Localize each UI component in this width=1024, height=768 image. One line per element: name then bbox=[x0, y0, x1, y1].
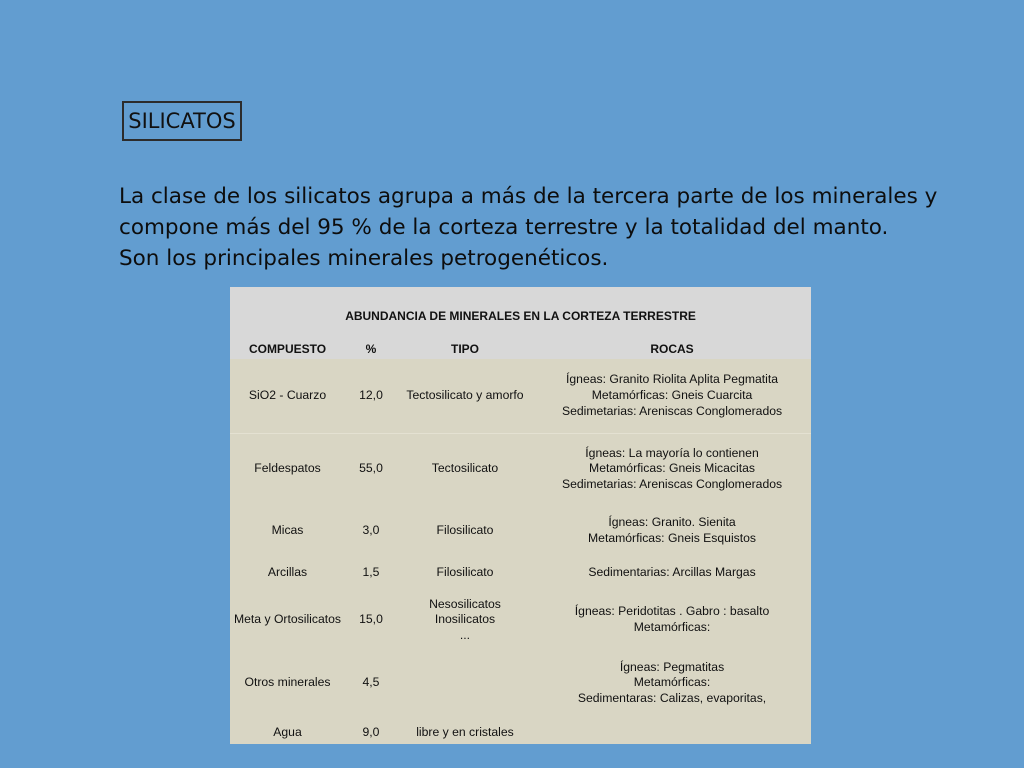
cell-tipo bbox=[397, 505, 533, 557]
intro-line: Son los principales minerales petrogenéticos. bbox=[119, 246, 609, 271]
cell-rocas-line: Ígneas: Granito. Sienita bbox=[608, 515, 736, 530]
table-row bbox=[230, 433, 811, 505]
cell-tipo bbox=[397, 557, 533, 589]
cell-percent: 15,0 bbox=[345, 589, 397, 651]
cell-rocas bbox=[533, 359, 811, 433]
table-row bbox=[230, 651, 811, 715]
header-percent: % bbox=[345, 341, 397, 359]
table-caption: ABUNDANCIA DE MINERALES EN LA CORTEZA TERRESTRE bbox=[230, 287, 811, 341]
cell-percent: 55,0 bbox=[345, 433, 397, 505]
cell-rocas-line: Ígneas: La mayoría lo contienen bbox=[585, 445, 759, 460]
cell-compuesto: Arcillas bbox=[230, 557, 345, 589]
cell-percent: 3,0 bbox=[345, 505, 397, 557]
cell-tipo-line: Nesosilicatos bbox=[429, 596, 501, 611]
cell-rocas-line: Sedimetarias: Areniscas Conglomerados bbox=[561, 403, 783, 418]
intro-line: La clase de los silicatos agrupa a más de la tercera parte de los minerales y bbox=[119, 184, 938, 209]
cell-tipo bbox=[397, 715, 533, 744]
cell-percent: 12,0 bbox=[345, 359, 397, 433]
cell-tipo-line: ... bbox=[459, 627, 471, 642]
header-compuesto: COMPUESTO bbox=[230, 341, 345, 359]
cell-rocas bbox=[533, 589, 811, 651]
table-row bbox=[230, 589, 811, 651]
cell-percent: 1,5 bbox=[345, 557, 397, 589]
slide-title: SILICATOS bbox=[122, 101, 242, 141]
cell-rocas-line: Metamórficas: bbox=[633, 620, 711, 634]
cell-rocas-line: Metamórficas: Gneis Micacitas bbox=[589, 461, 755, 476]
cell-rocas bbox=[533, 715, 811, 744]
cell-tipo bbox=[397, 589, 533, 651]
minerals-table bbox=[230, 287, 811, 744]
cell-tipo bbox=[397, 651, 533, 715]
cell-rocas bbox=[533, 557, 811, 589]
cell-rocas-line: Metamórficas: bbox=[633, 675, 711, 690]
cell-tipo-line: Filosilicato bbox=[436, 523, 494, 538]
table-body bbox=[230, 359, 811, 744]
cell-compuesto: Feldespatos bbox=[230, 433, 345, 505]
cell-rocas bbox=[533, 505, 811, 557]
cell-rocas-line: Sedimentaras: Calizas, evaporitas, bbox=[577, 690, 767, 705]
cell-compuesto: Meta y Ortosilicatos bbox=[230, 589, 345, 651]
cell-percent: 9,0 bbox=[345, 715, 397, 744]
cell-percent: 4,5 bbox=[345, 651, 397, 715]
cell-rocas-line: Metamórficas: Gneis Esquistos bbox=[588, 531, 757, 545]
cell-rocas-line: Sedimentarias: Arcillas Margas bbox=[588, 565, 756, 580]
cell-tipo bbox=[397, 359, 533, 433]
cell-rocas-line: Sedimetarias: Areniscas Conglomerados bbox=[561, 477, 783, 492]
table-row bbox=[230, 557, 811, 589]
table-row bbox=[230, 359, 811, 433]
cell-tipo-line: Filosilicato bbox=[436, 565, 494, 580]
cell-tipo-line: Tectosilicato bbox=[431, 461, 499, 476]
cell-rocas-line: Metamórficas: Gneis Cuarcita bbox=[591, 387, 753, 402]
cell-compuesto: Otros minerales bbox=[230, 651, 345, 715]
cell-tipo bbox=[397, 433, 533, 505]
header-tipo: TIPO bbox=[397, 341, 533, 359]
cell-tipo-line: Tectosilicato y amorfo bbox=[406, 387, 524, 402]
cell-rocas bbox=[533, 433, 811, 505]
header-rocas: ROCAS bbox=[533, 341, 811, 359]
intro-line: compone más del 95 % de la corteza terrestre y la totalidad del manto. bbox=[119, 215, 889, 240]
cell-compuesto: Micas bbox=[230, 505, 345, 557]
cell-compuesto: Agua bbox=[230, 715, 345, 744]
table-row bbox=[230, 715, 811, 744]
intro-paragraph bbox=[119, 181, 939, 274]
cell-compuesto: SiO2 - Cuarzo bbox=[230, 359, 345, 433]
cell-rocas-line: Ígneas: Pegmatitas bbox=[619, 659, 725, 674]
cell-rocas-line: Ígneas: Peridotitas . Gabro : basalto bbox=[574, 604, 770, 619]
table-row bbox=[230, 505, 811, 557]
minerals-table-container bbox=[230, 287, 811, 744]
cell-rocas-line: Ígneas: Granito Riolita Aplita Pegmatita bbox=[566, 372, 779, 387]
cell-rocas bbox=[533, 651, 811, 715]
cell-tipo-line: Inosilicatos bbox=[434, 612, 496, 627]
cell-tipo-line: libre y en cristales bbox=[416, 724, 514, 739]
